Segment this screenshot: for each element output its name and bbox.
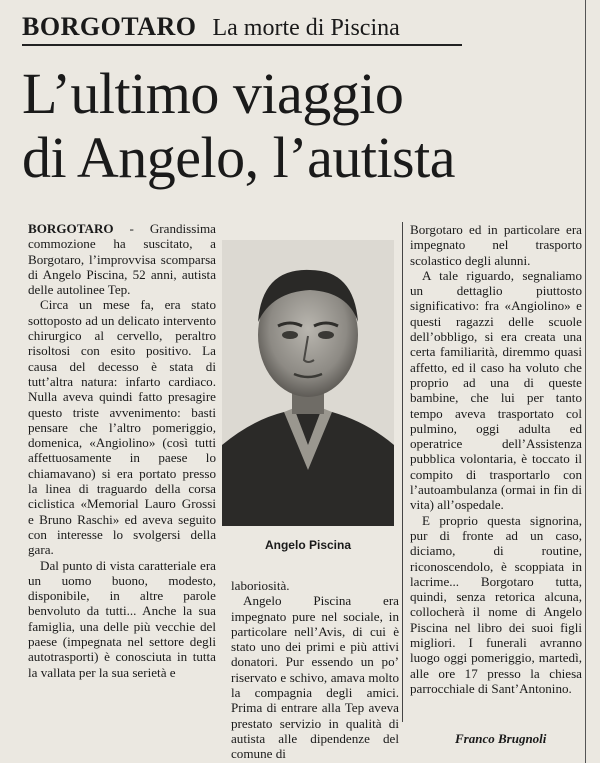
- lead-paragraph: [28, 221, 216, 297]
- paragraph: Angelo Piscina era impegnato pure nel sociale, in particolare nell’Avis, di cui è stato uno dei primi e più attivi donatori. Pur essendo un po’ riservato e schivo, amava molto la compagnia degli amici. Prima di entrare alla Tep aveva prestato servizio in qualità di autista alle dipendenze del comune di: [231, 593, 399, 762]
- paragraph: Borgotaro ed in particolare era impegnato nel trasporto scolastico degli alunni.: [410, 222, 582, 268]
- section-kicker: [22, 12, 462, 46]
- paragraph: A tale riguardo, segnaliamo un dettaglio piuttosto significativo: fra «Angiolino» e questi ragazzi delle scuole dell’obbligo, si era creata una certa familiarità, diremmo quasi affetto, ed il caso ha voluto che proprio ad una di queste bambine, che lui per tanto tempo aveva trasportato col pulmino, oggi adulta ed operatrice dell’Assistenza pubblica volontaria, è toccato il compito di trasportarlo con l’autoambulanza (ormai in fin di vita) all’ospedale.: [410, 267, 582, 513]
- column-divider: [402, 222, 403, 722]
- dateline: BORGOTARO: [28, 221, 114, 236]
- kicker-subtitle: La morte di Piscina: [212, 15, 400, 41]
- kicker-location: BORGOTARO: [22, 12, 197, 41]
- paragraph: Circa un mese fa, era stato sottoposto ad un delicato intervento chirurgico al cervello, peraltro risoltosi con esito positivo. La causa del decesso è stata di tutt’altra natura: infarto cardiaco. Nulla aveva quindi fatto presagire questo triste avvenimento: basti pensare che l’altro pomeriggio, domenica, «Angiolino» (così tutti affettuosamente in paese lo chiamavano) si era portato presso la linea di traguardo della corsa ciclistica «Memorial Lauro Grossi e Bruno Raschi» ed aveva seguito con interesse lo svolgersi della gara.: [28, 297, 216, 558]
- article-column-2: [231, 578, 399, 762]
- lead-text: - Grandissima commozione ha suscitato, a Borgotaro, l’improvvisa scomparsa di Angelo Piscina, 52 anni, autista delle autolinee Tep.: [28, 221, 216, 298]
- portrait-photo: [222, 240, 394, 526]
- article-column-1: [28, 221, 216, 680]
- author-byline: Franco Brugnoli: [455, 731, 547, 746]
- paragraph: E proprio questa signorina, pur di fronte ad un caso, diciamo, di routine, riconoscendolo, è scoppiata in lacrime... Borgotaro tutta, quindi, senza retorica alcuna, collocherà il nome di Angelo Piscina nel libro dei suoi figli migliori. I funerali avranno luogo oggi pomeriggio, martedì, alle ore 17 presso la chiesa parrocchiale di Sant’Antonino.: [410, 512, 582, 696]
- portrait-image: [222, 240, 394, 526]
- photo-caption: Angelo Piscina: [264, 538, 352, 552]
- paragraph: laboriosità.: [231, 578, 290, 593]
- article-column-3: [410, 222, 582, 696]
- clipping-edge: [585, 0, 586, 763]
- paragraph: Dal punto di vista caratteriale era un uomo buono, modesto, disponibile, in altre parole benvoluto da tutti... Anche la sua famiglia, una delle più vecchie del paese (impegnata nel settore degli autotrasporti) è conosciuta in tutta la vallata per la sua serietà e: [28, 557, 216, 680]
- headline-line-2: di Angelo, l’autista: [22, 125, 455, 190]
- article-headline: [22, 62, 582, 190]
- headline-line-1: L’ultimo viaggio: [22, 61, 404, 126]
